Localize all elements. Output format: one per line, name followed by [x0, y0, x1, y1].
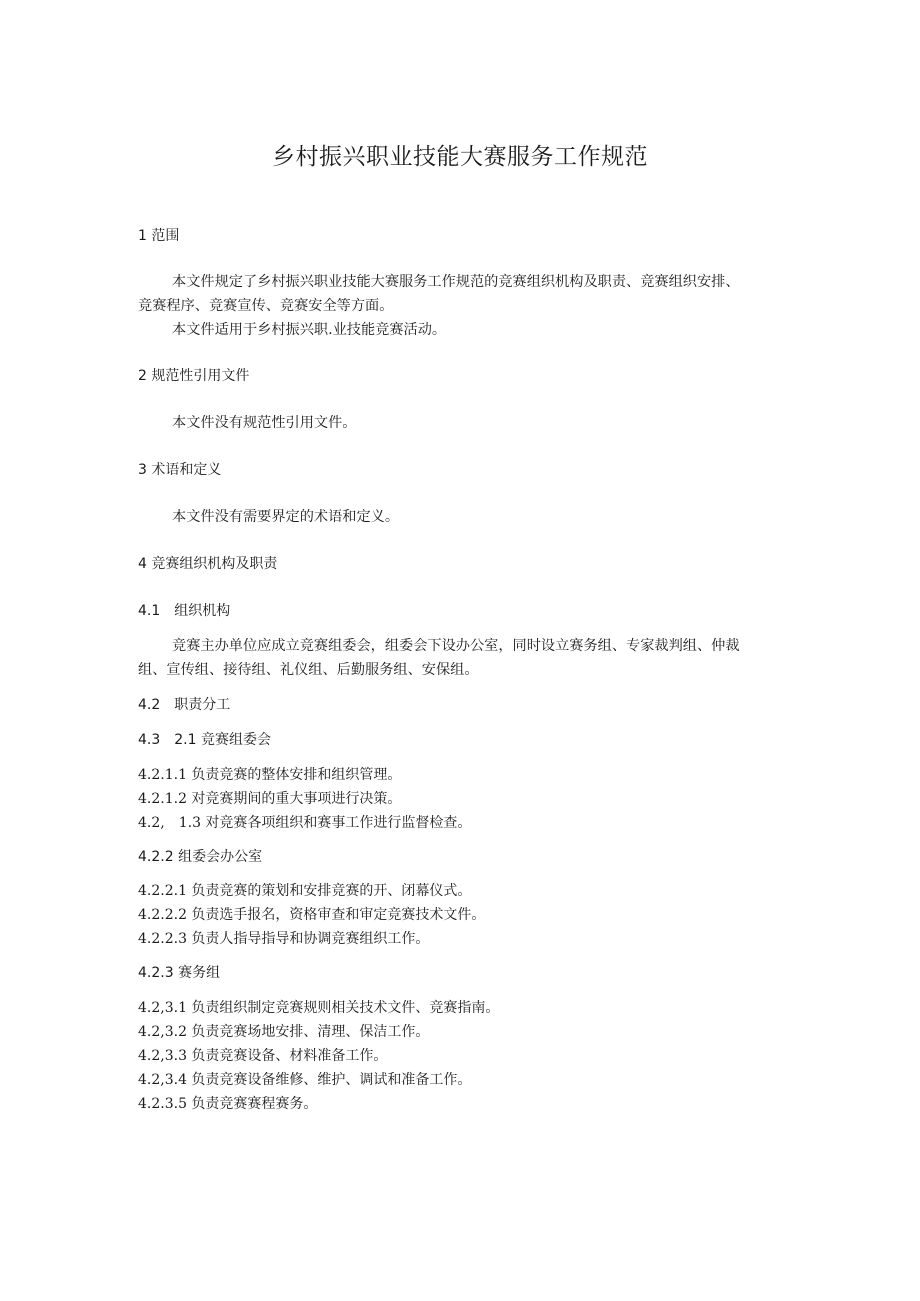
list-item: 4.2, 1.3 对竞赛各项组织和赛事工作进行监督检查。	[138, 815, 472, 831]
list-item: 4.2.1.1 负责竞赛的整体安排和组织管理。	[138, 767, 402, 783]
list-item: 4.2.2.1 负责竞赛的策划和安排竞赛的开、闭幕仪式。	[138, 883, 472, 899]
section-4-3-heading: 4.3 2.1 竞赛组委会	[138, 732, 271, 748]
list-item: 4.2,3.1 负责组织制定竞赛规则相关技术文件、竞赛指南。	[138, 1000, 500, 1016]
section-2-heading: 2 规范性引用文件	[138, 368, 250, 384]
section-1-paragraph-2: 本文件适用于乡村振兴职.业技能竞赛活动。	[172, 322, 447, 338]
section-1-paragraph-line-1: 本文件规定了乡村振兴职业技能大赛服务工作规范的竞赛组织机构及职责、竞赛组织安排、	[172, 274, 740, 290]
section-1-paragraph-line-2: 竞赛程序、竞赛宣传、竞赛安全等方面。	[138, 298, 394, 314]
section-4-2-heading: 4.2 职责分工	[138, 697, 231, 713]
section-3-heading: 3 术语和定义	[138, 462, 222, 478]
section-4-1-paragraph-line-2: 组、宣传组、接待组、礼仪组、后勤服务组、安保组。	[138, 662, 479, 678]
document-title: 乡村振兴职业技能大赛服务工作规范	[272, 144, 648, 170]
list-item: 4.2.3.5 负责竞赛赛程赛务。	[138, 1096, 318, 1112]
section-4-2-2-heading: 4.2.2 组委会办公室	[138, 849, 263, 865]
list-item: 4.2,3.4 负责竞赛设备维修、维护、调试和准备工作。	[138, 1072, 472, 1088]
section-3-paragraph: 本文件没有需要界定的术语和定义。	[172, 509, 400, 525]
list-item: 4.2.1.2 对竞赛期间的重大事项进行决策。	[138, 791, 402, 807]
list-item: 4.2.2.2 负责选手报名，资格审查和审定竞赛技术文件。	[138, 907, 486, 923]
section-4-1-heading: 4.1 组织机构	[138, 603, 231, 619]
section-2-paragraph: 本文件没有规范性引用文件。	[172, 415, 357, 431]
section-4-1-paragraph-line-1: 竞赛主办单位应成立竞赛组委会，组委会下设办公室，同时设立赛务组、专家裁判组、仲裁	[172, 638, 740, 654]
section-4-heading: 4 竞赛组织机构及职责	[138, 556, 278, 572]
section-4-2-3-heading: 4.2.3 赛务组	[138, 965, 221, 981]
list-item: 4.2,3.2 负责竞赛场地安排、清理、保洁工作。	[138, 1024, 430, 1040]
list-item: 4.2.2.3 负责人指导指导和协调竞赛组织工作。	[138, 931, 430, 947]
list-item: 4.2,3.3 负责竞赛设备、材料准备工作。	[138, 1048, 388, 1064]
section-1-heading: 1 范围	[138, 228, 180, 244]
